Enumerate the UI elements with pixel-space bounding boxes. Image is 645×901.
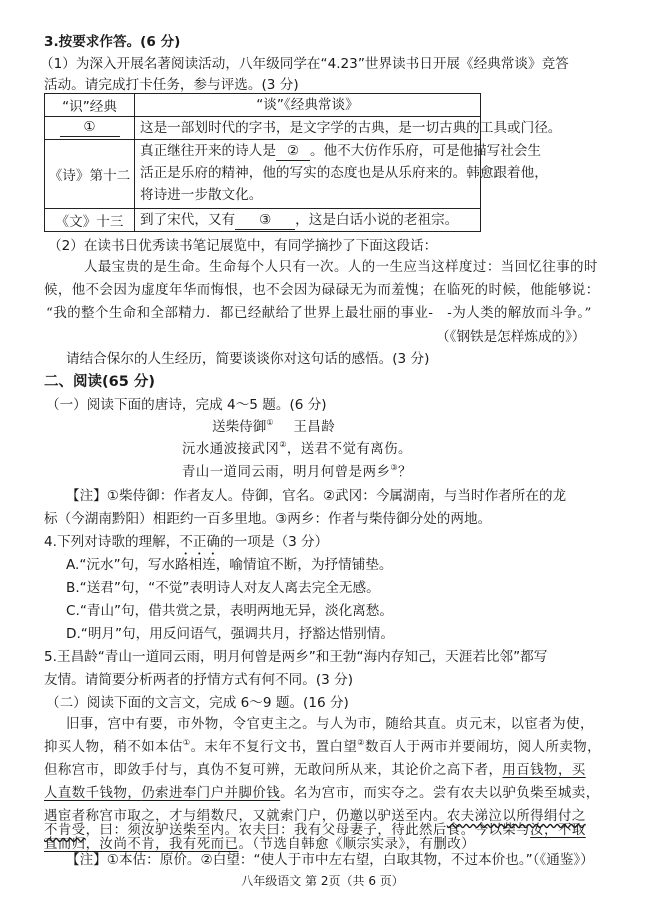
cell-text: ，这是白话小说的老祖宗。 bbox=[295, 212, 459, 228]
underlined-text: 汝，不取 bbox=[530, 823, 586, 838]
table-header-right: “谈”《经典常谈》 bbox=[256, 97, 359, 113]
q4-option-c: C.“青山”句，借共赏之景，表明两地无异，淡化离愁。 bbox=[66, 603, 393, 619]
section-title-reading: 二、阅读(65 分) bbox=[44, 374, 155, 390]
poem-author: 王昌龄 bbox=[293, 420, 336, 435]
cell-text: 。他不大仿作乐府，可是他描写社会生 bbox=[309, 143, 542, 159]
poem-text: 沅水通波接武冈 bbox=[182, 442, 280, 457]
classical-line-4 bbox=[44, 785, 600, 803]
note-marker: ② bbox=[279, 440, 287, 449]
poem-text: ，送君不觉有离伤。 bbox=[286, 442, 412, 457]
q3-part1-line2: 活动。请完成打卡任务，参与评选。(3 分) bbox=[44, 77, 299, 93]
classical-line-1: 旧事，宫中有要，市外物，令官吏主之。与人为市，随给其直。贞元末，以宦者为使， bbox=[66, 717, 594, 732]
poem-text: 青山一道同云雨，明月何曾是两乡 bbox=[182, 465, 391, 480]
cell-text: 到了宋代，又有 bbox=[140, 212, 236, 228]
poem-notes-line1: 【注】①柴侍御：作者友人。侍御，官名。②武冈：今属湖南，与当时作者所在的龙 bbox=[66, 488, 567, 504]
classical-text: 遇宦者称宫市取之，才与绢数尺，又就索门户，仍邀以驴送至内。 bbox=[44, 809, 447, 824]
cell-line bbox=[140, 140, 548, 162]
classical-line-3 bbox=[44, 762, 586, 780]
table-cell-left: 《诗》第十二 bbox=[45, 140, 135, 208]
part1-intro: （一）阅读下面的唐诗，完成 4～5 题。(6 分) bbox=[46, 397, 327, 413]
q4-stem-text: 的一项是（3 分） bbox=[220, 534, 329, 550]
poem-title-line bbox=[212, 418, 335, 437]
table-row bbox=[45, 208, 480, 231]
table-cell-left bbox=[45, 117, 135, 139]
poem-title: 送柴侍御 bbox=[212, 419, 267, 435]
q5-line1: 5.王昌龄“青山一道同云雨，明月何曾是两乡”和王勃“海内存知己，天涯若比邻”都写 bbox=[44, 649, 548, 665]
q5-line2: 友情。请简要分析两者的抒情方式有何不同。(3 分) bbox=[44, 672, 354, 688]
wavy-underlined-text: 农夫涕泣以所得绢付之 bbox=[446, 809, 586, 824]
underlined-text: 用百钱物，买 bbox=[502, 763, 586, 778]
q3-part2-intro: （2）在读书日优秀读书笔记展览中，有同学摘抄了下面这段话： bbox=[48, 238, 438, 254]
underlined-text: 直而归，汝尚不肯，我有死而已 bbox=[44, 837, 239, 852]
page-footer: 八年级语文 第 2页（共 6 页） bbox=[241, 874, 404, 888]
q3-title: 3.按要求作答。(6 分) bbox=[44, 34, 181, 50]
table-cell-left: 《文》十三 bbox=[45, 209, 135, 231]
quote-line: 人最宝贵的是生命。生命每个人只有一次。人的一生应当这样度过：当回忆往事的时 bbox=[84, 260, 598, 275]
classical-text: 抑买人物，稍不如本估 bbox=[44, 740, 183, 755]
q4-option-a: A.“沅水”句，写水路相连，喻情谊不断，为抒情铺垫。 bbox=[66, 557, 393, 573]
classical-notes: 【注】①本估：原价。②白望：“使人于市中左右望，白取其物，不过本价也。”（《通鉴》） bbox=[66, 852, 594, 868]
table-row bbox=[45, 116, 562, 139]
table-header-row bbox=[45, 94, 480, 116]
q4-stem-emphasis: 不正确 bbox=[179, 534, 221, 550]
quote-source: （《钢铁是怎样炼成的》） bbox=[436, 329, 586, 345]
q4-option-b: B.“送君”句，“不觉”表明诗人对友人离去完全无感。 bbox=[66, 580, 380, 596]
poem-text: ？ bbox=[398, 465, 412, 480]
quote-line: “我的整个生命和全部精力．都已经献给了世界上最壮丽的事业- -为人类的解放而斗争。” bbox=[46, 306, 592, 321]
q4-stem-text: 4.下列对诗歌的理解， bbox=[44, 534, 180, 550]
classical-text: 。名为宫市，而实夺之。尝有农夫以驴负柴至城卖， bbox=[280, 786, 600, 801]
answer-blank-1[interactable]: ① bbox=[60, 119, 120, 137]
classics-table bbox=[44, 93, 562, 232]
classical-text: 。（节选自韩愈《顺宗实录》，有删改） bbox=[238, 837, 476, 852]
cell-text: 真正继往开来的诗人是 bbox=[140, 143, 276, 159]
cell-line: 活正是乐府的精神，他的写实的态度也是从乐府来的。韩愈跟着他， bbox=[140, 165, 548, 181]
note-marker: ③ bbox=[390, 463, 399, 472]
poem-notes-line2: 标（今湖南黔阳）相距约一百多里地。③两乡：作者与柴侍御分处的两地。 bbox=[44, 511, 492, 527]
note-marker: ① bbox=[266, 418, 274, 427]
note-marker: ① bbox=[182, 738, 191, 747]
answer-blank-3[interactable]: ③ bbox=[235, 212, 295, 230]
underlined-text: 人直数千钱物， bbox=[44, 786, 142, 801]
underlined-text: 仍索进奉门户并脚价钱 bbox=[141, 786, 281, 801]
classical-line-2 bbox=[44, 739, 601, 757]
table-cell-right bbox=[135, 209, 480, 231]
quote-line: 候，他不会因为虚度年华而悔恨，也不会因为碌碌无为而羞愧；在临死的时候，他能够说： bbox=[44, 283, 600, 298]
classical-text: 。末年不复行文书，置白望 bbox=[190, 740, 358, 755]
q4-stem bbox=[44, 533, 328, 558]
poem-line-2 bbox=[182, 464, 412, 482]
table-row bbox=[45, 139, 548, 208]
poem-line-1 bbox=[182, 441, 412, 459]
classical-text: ，曰：须汝驴送柴至内。农夫曰：我有父母妻子，待此然后食。今以柴与 bbox=[85, 823, 531, 838]
q3-part2-question: 请结合保尔的人生经历，简要谈谈你对这句话的感悟。(3 分) bbox=[66, 351, 430, 367]
cell-line: 将诗进一步散文化。 bbox=[140, 187, 263, 203]
classical-text: 数百人于两市并要闹坊，阅人所卖物， bbox=[364, 740, 602, 755]
table-cell-right bbox=[135, 140, 553, 208]
wavy-underlined-text: 不肯受 bbox=[44, 823, 86, 838]
q4-option-d: D.“明月”句，用反问语气，强调共月，抒豁达惜别情。 bbox=[66, 626, 394, 642]
part2-intro: （二）阅读下面的文言文，完成 6～9 题。(16 分) bbox=[46, 695, 349, 711]
classical-text: 但称宫市，即敛手付与，真伪不复可辨，无敢问所从来，其论价之高下者， bbox=[44, 763, 503, 778]
table-header-left: “识”经典 bbox=[45, 94, 135, 116]
q3-part1-line1: （1）为深入开展名著阅读活动，八年级同学在“4.23”世界读书日开展《经典常谈》竞答 bbox=[40, 56, 569, 72]
note-marker: ② bbox=[357, 738, 365, 747]
answer-blank-2[interactable]: ② bbox=[276, 143, 310, 161]
table-cell-right: 这是一部划时代的字书，是文字学的古典，是一切古典的工具或门径。 bbox=[140, 120, 562, 136]
